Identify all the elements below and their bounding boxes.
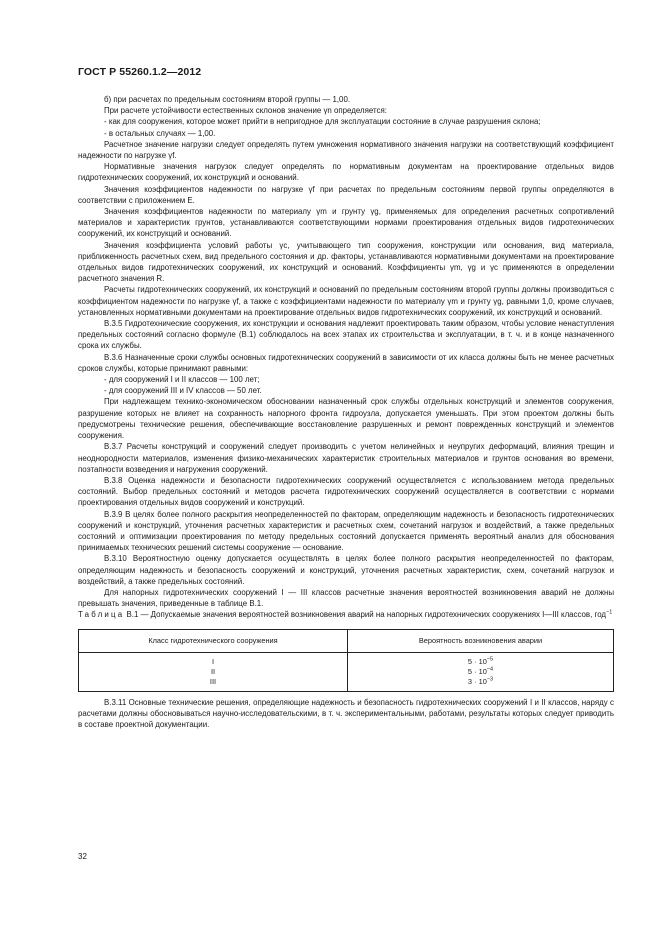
table-header-class: Класс гидротехнического сооружения <box>79 629 348 652</box>
table-header-row <box>79 629 614 652</box>
probability-base: 5 · 10 <box>467 666 487 676</box>
table-cell-classes <box>79 652 348 691</box>
paragraph: Для напорных гидротехнических сооружений I — III классов расчетные значения вероятностей возникновения аварий не должны превышать значения, приведенные в таблице В.1. <box>78 587 614 609</box>
paragraph: В.3.9 В целях более полного раскрытия неопределенностей по факторам, определяющим надежность и безопасность гидротехнических сооружений и конструкций, уточнения расчетных характеристик и расчетных схем, сочетаний нагрузок и воздействий, а также предельных состояний и оптимизации проектирования по методу предельных состояний допускается применять вероятный анализ для обоснования принимаемых технических решений системы сооружение — основание. <box>78 509 614 553</box>
paragraph: В.3.6 Назначенные сроки службы основных гидротехнических сооружений в зависимости от их класса должны быть не менее расчетных сроков службы, которые принимают равными: <box>78 352 614 373</box>
paragraph: Расчеты гидротехнических сооружений, их конструкций и оснований по предельным состояниям второй группы должны производиться с коэффициентом надежности по нагрузке γf, а также с коэффициентами надежности по материалу γm и грунту γg, равными 1,0, кроме случаев, установленных нормативными документами на проектирование отдельных видов гидротехнических сооружений, их конструкций и оснований. <box>78 285 614 317</box>
paragraph: - для сооружений I и II классов — 100 лет; <box>104 375 260 385</box>
paragraph: В.3.10 Вероятностную оценку допускается осуществлять в целях более полного раскрытия неопределенностей по факторам, определяющим надежность и безопасность сооружений и конструкций, уточнения расчетных характеристик, схем, сочетаний нагрузок и воздействий, а также предельных состояний. <box>78 554 614 586</box>
class-value: III <box>209 676 217 686</box>
paragraph: Нормативные значения нагрузок следует определять по нормативным документам на проектирование отдельных видов гидротехнических сооружений, их конструкций и оснований. <box>78 162 614 183</box>
probability-exponent: −4 <box>486 666 494 673</box>
table-caption <box>78 609 614 620</box>
probability-value <box>348 667 613 677</box>
class-value: II <box>210 666 216 676</box>
probability-base: 5 · 10 <box>467 656 487 666</box>
paragraph: Значения коэффициентов надежности по нагрузке γf при расчетах по предельным состояниям первой группы определяются в соответствии с приложением Е. <box>78 184 614 205</box>
paragraph: - для сооружений III и IV классов — 50 лет. <box>104 386 262 396</box>
paragraph: - как для сооружения, которое может прийти в непригодное для эксплуатации состояние в случае разрушения склона; <box>104 117 541 127</box>
paragraph: Значения коэффициента условий работы γc, учитывающего тип сооружения, конструкции или основания, вид материала, приближенность расчетных схем, вид предельного состояния и др. факторы, устанавливаются нормативными документами на проектирование отдельных видов гидротехнических сооружений, их конструкций и оснований. Коэффициенты γm, γg и γc применяются в определении расчетного значения R. <box>78 240 614 284</box>
table-cell-probabilities <box>348 652 614 691</box>
class-value: I <box>211 656 215 666</box>
probability-value <box>348 657 613 667</box>
probability-exponent: −5 <box>486 656 494 663</box>
probability-exponent: −3 <box>486 676 494 683</box>
table-caption-text: В.1 — Допускаемые значения вероятностей возникновения аварий на напорных гидротехнических сооружениях I—III классов, год <box>126 610 607 620</box>
table-header-probability: Вероятность возникновения аварии <box>348 629 614 652</box>
paragraph: При надлежащем технико-экономическом обосновании назначенный срок службы отдельных конструкций и элементов сооружения, разрушение которых не влияет на сохранность напорного фронта гидроузла, допускается уменьшать. При этом проектом должны быть предусмотрены технические решения, обеспечивающие восстановление разрушенных и ремонт поврежденных конструкций и элементов сооружения. <box>78 397 614 441</box>
paragraph: б) при расчетах по предельным состояниям второй группы — 1,00. <box>104 95 351 104</box>
table-row <box>79 652 614 691</box>
table-caption-label: Таблица <box>78 610 125 620</box>
paragraph: В.3.5 Гидротехнические сооружения, их конструкции и основания надлежит проектировать таким образом, чтобы условие ненаступления предельных состояний согласно формуле (В.1) соблюдалось на всех этапах их строительства и эксплуатации, в т. ч. и в конце назначенного срока их службы. <box>78 319 614 351</box>
probability-base: 3 · 10 <box>467 676 487 686</box>
page-header-title: ГОСТ Р 55260.1.2—2012 <box>78 66 202 78</box>
paragraph: В.3.11 Основные технические решения, определяющие надежность и безопасность гидротехнических сооружений I и II классов, наряду с расчетами должны обосновываться научно-исследовательскими, в т. ч. экспериментальными, работами, результаты которых следует приводить в составе проектной документации. <box>78 697 614 729</box>
paragraph: При расчете устойчивости естественных склонов значение γn определяется: <box>104 106 387 116</box>
paragraph: В.3.7 Расчеты конструкций и сооружений следует производить с учетом нелинейных и неупругих деформаций, влияния трещин и неоднородности материалов, изменения физико-механических характеристик строительных материалов и грунтов основания во времени, поэтапности возведения и нагружения сооружений. <box>78 442 614 474</box>
table-caption-sup: −1 <box>606 609 613 616</box>
document-body <box>78 94 614 730</box>
paragraph: Значения коэффициентов надежности по материалу γm и грунту γg, применяемых для определения расчетных сопротивлений материалов и характеристик грунтов, устанавливаются соответствующими нормами проектирования отдельных видов гидротехнических сооружений, их конструкций и оснований. <box>78 207 614 239</box>
paragraph: - в остальных случаях — 1,00. <box>104 128 216 138</box>
paragraph: В.3.8 Оценка надежности и безопасности гидротехнических сооружений осуществляется с использованием метода предельных состояний. Выбор предельных состояний и методов расчета гидротехнических сооружений осуществляется в соответствии с нормами проектирования отдельных видов сооружений и конструкций. <box>78 475 614 508</box>
probability-table <box>78 629 614 692</box>
paragraph: Расчетное значение нагрузки следует определять путем умножения нормативного значения нагрузки на соответствующий коэффициент надежности по нагрузке γf. <box>78 139 614 161</box>
page-number: 32 <box>78 852 87 861</box>
probability-value <box>348 677 613 687</box>
